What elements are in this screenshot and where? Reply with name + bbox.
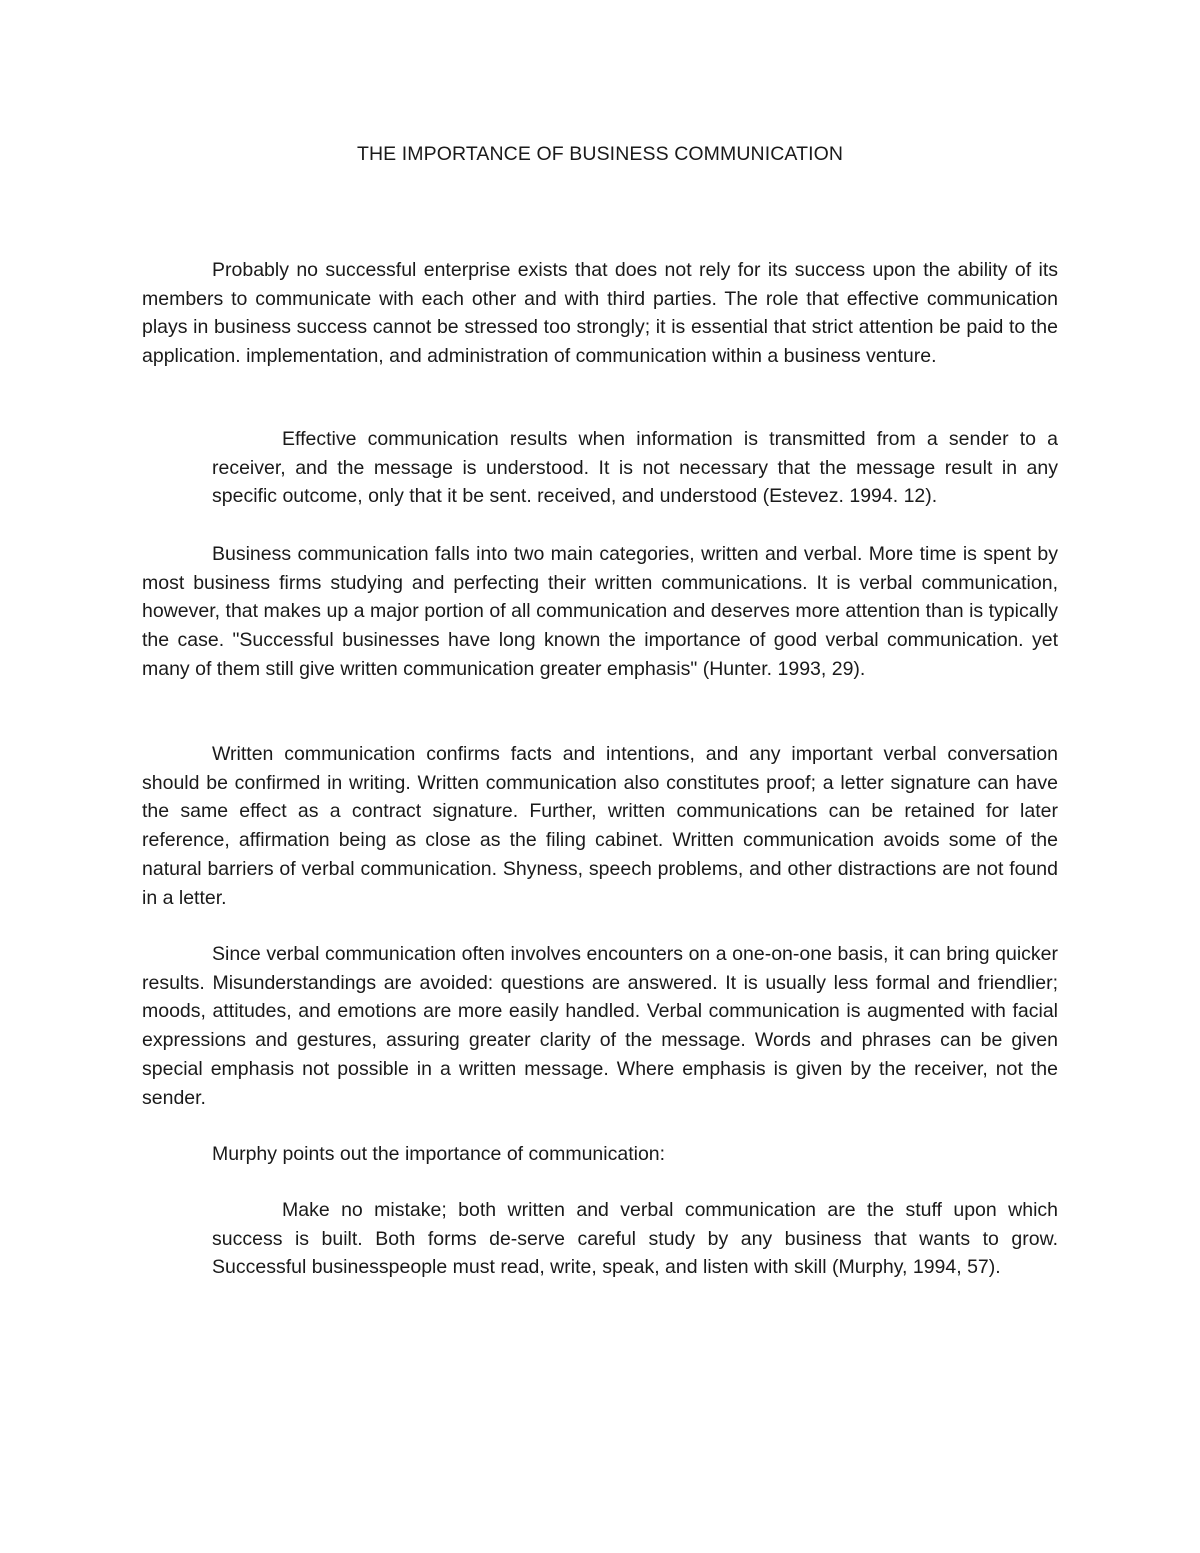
paragraph-written-communication: Written communication confirms facts and intentions, and any important verbal conversation should be confirmed in writing. Written communication also constitutes proof; a letter signature can have the same effect as a contract signature. Further, written communications can be retained for later reference, affirmation being as close as the filing cabinet. Written communication avoids some of the natural barriers of verbal communication. Shyness, speech problems, and other distractions are not found in a letter. [142, 743, 1058, 909]
paragraph-introduction: Probably no successful enterprise exists that does not rely for its success upon the ability of its members to communicate with each other and with third parties. The role that effective communication plays in business success cannot be stressed too strongly; it is essential that strict attention be paid to the application. implementation, and administration of communication within a business venture. [142, 259, 1058, 368]
paragraph-murphy-lead-in: Murphy points out the importance of communication: [212, 1143, 666, 1165]
block-quote-murphy: Make no mistake; both written and verbal communication are the stuff upon which success is built. Both forms de-serve careful study by any business that wants to grow. Successful businesspeople must read, write, speak, and listen with skill (Murphy, 1994, 57). [212, 1199, 1058, 1279]
document-title: THE IMPORTANCE OF BUSINESS COMMUNICATION [356, 143, 844, 165]
paragraph-verbal-communication: Since verbal communication often involves encounters on a one-on-one basis, it can bring quicker results. Misunderstandings are avoided: questions are answered. It is usually less formal and friendlier; moods, attitudes, and emotions are more easily handled. Verbal communication is augmented with facial expressions and gestures, assuring greater clarity of the message. Words and phrases can be given special emphasis not possible in a written message. Where emphasis is given by the receiver, not the sender. [142, 943, 1058, 1109]
paragraph-business-communication-categories: Business communication falls into two main categories, written and verbal. More time is spent by most business firms studying and perfecting their written communications. It is verbal communication, however, that makes up a major portion of all communication and deserves more attention than is typically the case. "Successful businesses have long known the importance of good verbal communication. yet many of them still give written communication greater emphasis" (Hunter. 1993, 29). [142, 543, 1058, 680]
block-quote-estevez: Effective communication results when information is transmitted from a sender to a receiver, and the message is understood. It is not necessary that the message result in any specific outcome, only that it be sent. received, and understood (Estevez. 1994. 12). [212, 428, 1058, 508]
